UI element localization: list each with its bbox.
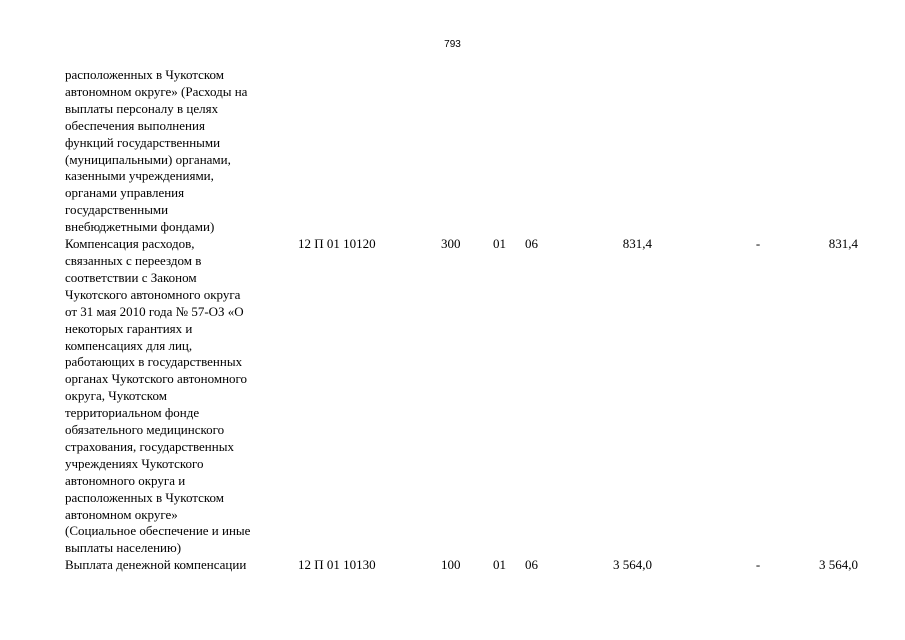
name-line: автономном округе» xyxy=(65,506,178,522)
name-line: некоторых гарантиях и xyxy=(65,320,193,336)
amount-regional: 831,4 xyxy=(828,236,858,252)
amount-dash: - xyxy=(755,236,761,252)
name-line: обеспечения выполнения xyxy=(65,117,205,133)
name-line: государственными xyxy=(65,202,169,218)
name-line: территориальном фонде xyxy=(65,405,200,421)
name-line: выплаты населению) xyxy=(65,540,182,556)
table-row xyxy=(65,557,865,574)
name-line: обязательного медицинского xyxy=(65,422,225,438)
name-line: (Социальное обеспечение и иные xyxy=(65,523,251,539)
name-line: расположенных в Чукотском xyxy=(65,489,225,505)
table-row xyxy=(65,67,865,236)
name-line: выплаты персоналу в целях xyxy=(65,100,219,116)
name-line: Выплата денежной компенсации xyxy=(65,557,247,573)
target-article-code: 12 П 01 10120 xyxy=(298,236,376,252)
name-line: страхования, государственных xyxy=(65,438,234,454)
row-name-cell xyxy=(65,236,285,557)
amount-total: 3 564,0 xyxy=(613,557,652,573)
amount-regional: 3 564,0 xyxy=(819,557,858,573)
name-line: расположенных в Чукотском xyxy=(65,67,225,82)
name-line: учреждениях Чукотского xyxy=(65,455,204,471)
name-line: внебюджетными фондами) xyxy=(65,219,215,235)
name-line: (муниципальными) органами, xyxy=(65,151,231,167)
name-line: функций государственными xyxy=(65,134,221,150)
name-line: органами управления xyxy=(65,185,185,201)
name-line: от 31 мая 2010 года № 57-ОЗ «О xyxy=(65,303,244,319)
name-line: Чукотского автономного округа xyxy=(65,286,241,302)
name-line: работающих в государственных xyxy=(65,354,243,370)
name-line: Компенсация расходов, xyxy=(65,236,195,252)
expense-type-code: 300 xyxy=(441,236,461,252)
name-line: округа, Чукотском xyxy=(65,388,167,404)
name-line: связанных с переездом в xyxy=(65,252,202,268)
target-article-code: 12 П 01 10130 xyxy=(298,557,376,573)
subsection-code: 06 xyxy=(525,557,538,573)
page-number: 793 xyxy=(444,39,461,50)
name-line: соответствии с Законом xyxy=(65,269,197,285)
amount-dash: - xyxy=(755,557,761,573)
name-line: органах Чукотского автономного xyxy=(65,371,248,387)
expense-type-code: 100 xyxy=(441,557,461,573)
section-code: 01 xyxy=(493,236,506,252)
row-name-cell xyxy=(65,557,285,574)
name-line: автономного округа и xyxy=(65,472,186,488)
budget-table xyxy=(65,67,865,574)
row-name-cell xyxy=(65,67,285,236)
name-line: казенными учреждениями, xyxy=(65,168,214,184)
section-code: 01 xyxy=(493,557,506,573)
subsection-code: 06 xyxy=(525,236,538,252)
name-line: автономном округе» (Расходы на xyxy=(65,83,248,99)
name-line: компенсациях для лиц, xyxy=(65,337,193,353)
table-row xyxy=(65,236,865,557)
amount-total: 831,4 xyxy=(622,236,652,252)
